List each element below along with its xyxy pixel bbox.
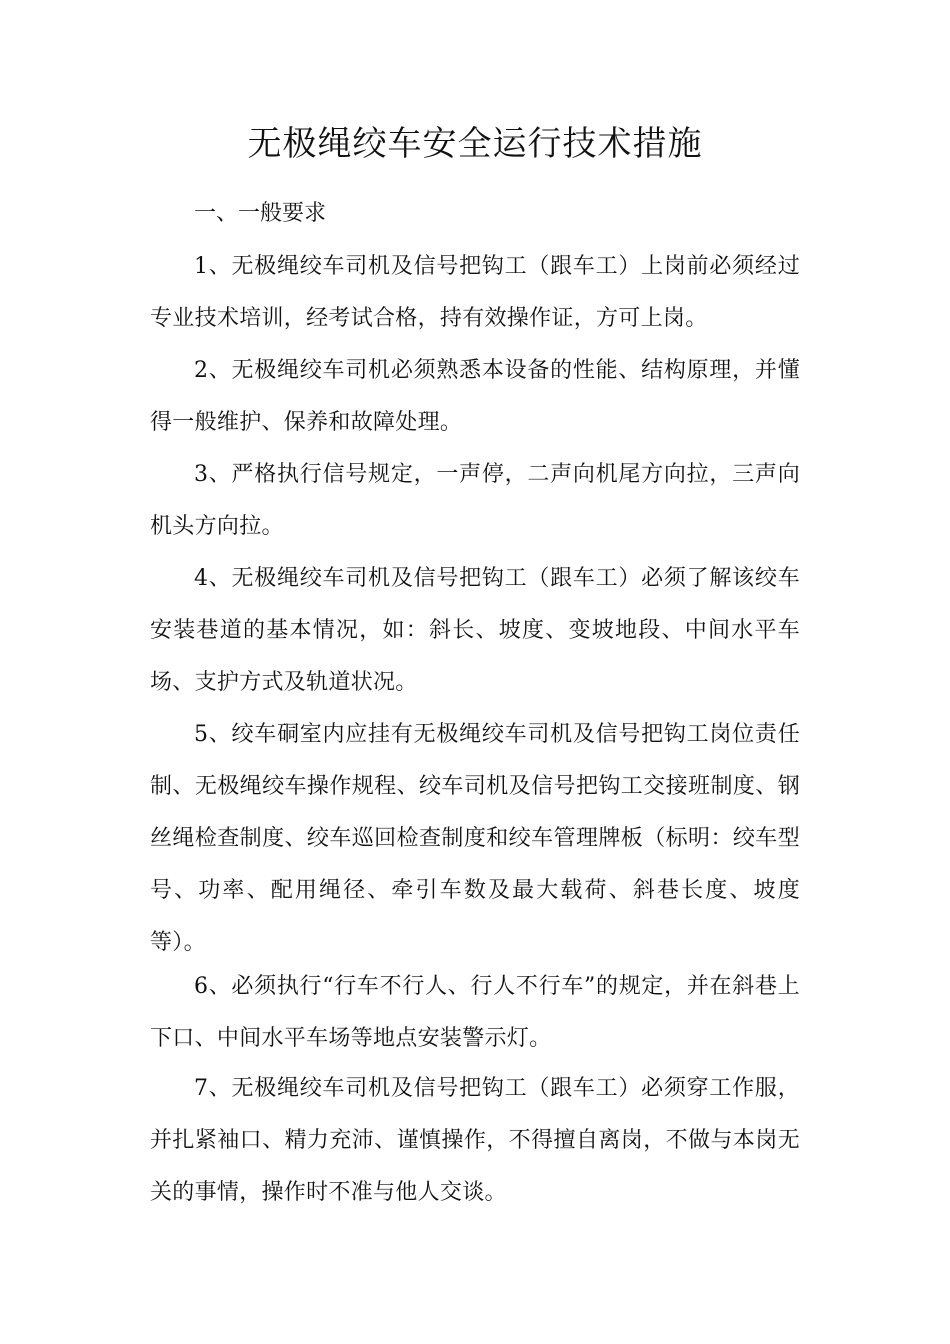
paragraph-2: 2、无极绳绞车司机必须熟悉本设备的性能、结构原理，并懂得一般维护、保养和故障处理。 [150,358,800,435]
section-heading: 一、一般要求 [194,201,327,226]
paragraph-4: 4、无极绳绞车司机及信号把钩工（跟车工）必须了解该绞车安装巷道的基本情况，如：斜长、坡度、变坡地段、中间水平车场、支护方式及轨道状况。 [150,566,800,695]
document-title: 无极绳绞车安全运行技术措施 [247,124,703,164]
paragraph-6: 6、必须执行“行车不行人、行人不行车”的规定，并在斜巷上下口、中间水平车场等地点安装警示灯。 [150,974,800,1051]
paragraph-5: 5、绞车硐室内应挂有无极绳绞车司机及信号把钩工岗位责任制、无极绳绞车操作规程、绞车司机及信号把钩工交接班制度、钢丝绳检查制度、绞车巡回检查制度和绞车管理牌板（标明：绞车型号、功率、配用绳径、牵引车数及最大载荷、斜巷长度、坡度等）。 [150,722,800,955]
paragraph-7: 7、无极绳绞车司机及信号把钩工（跟车工）必须穿工作服，并扎紧袖口、精力充沛、谨慎操作，不得擅自离岗，不做与本岗无关的事情，操作时不准与他人交谈。 [150,1076,800,1205]
paragraph-3: 3、严格执行信号规定，一声停，二声向机尾方向拉，三声向机头方向拉。 [150,462,800,539]
paragraph-1: 1、无极绳绞车司机及信号把钩工（跟车工）上岗前必须经过专业技术培训，经考试合格，持有效操作证，方可上岗。 [150,254,800,331]
